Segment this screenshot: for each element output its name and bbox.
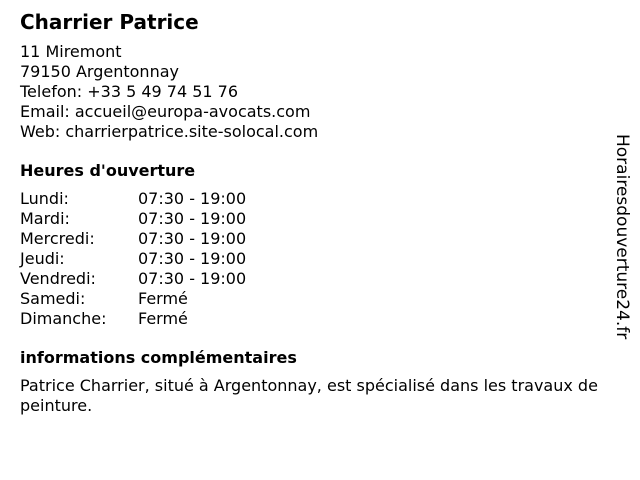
hours-row (20, 229, 620, 249)
address-line-1: 11 Miremont (20, 42, 122, 61)
time-value: 07:30 - 19:00 (138, 189, 247, 208)
opening-hours-table (20, 189, 620, 329)
time-value: Fermé (138, 289, 188, 308)
email-line: Email: accueil@europa-avocats.com (20, 102, 311, 121)
hours-row (20, 309, 620, 329)
hours-row (20, 289, 620, 309)
day-label: Lundi: (20, 189, 69, 208)
phone-line: Telefon: +33 5 49 74 51 76 (20, 82, 239, 101)
hours-row (20, 189, 620, 209)
day-label: Vendredi: (20, 269, 96, 288)
additional-info-heading: informations complémentaires (20, 348, 297, 367)
hours-row (20, 269, 620, 289)
time-value: 07:30 - 19:00 (138, 269, 247, 288)
time-value: 07:30 - 19:00 (138, 229, 247, 248)
hours-row (20, 209, 620, 229)
additional-info-text: Patrice Charrier, situé à Argentonnay, est spécialisé dans les travaux de peinture. (20, 376, 598, 415)
web-line: Web: charrierpatrice.site-solocal.com (20, 122, 319, 141)
business-card (20, 8, 620, 416)
day-label: Mercredi: (20, 229, 95, 248)
day-label: Dimanche: (20, 309, 107, 328)
day-label: Jeudi: (20, 249, 65, 268)
time-value: Fermé (138, 309, 188, 328)
day-label: Samedi: (20, 289, 86, 308)
day-label: Mardi: (20, 209, 70, 228)
opening-hours-heading: Heures d'ouverture (20, 161, 196, 180)
site-brand: Horairesdouverture24.fr (612, 134, 632, 340)
time-value: 07:30 - 19:00 (138, 209, 247, 228)
address-line-2: 79150 Argentonnay (20, 62, 179, 81)
time-value: 07:30 - 19:00 (138, 249, 247, 268)
business-name: Charrier Patrice (20, 10, 199, 34)
hours-row (20, 249, 620, 269)
